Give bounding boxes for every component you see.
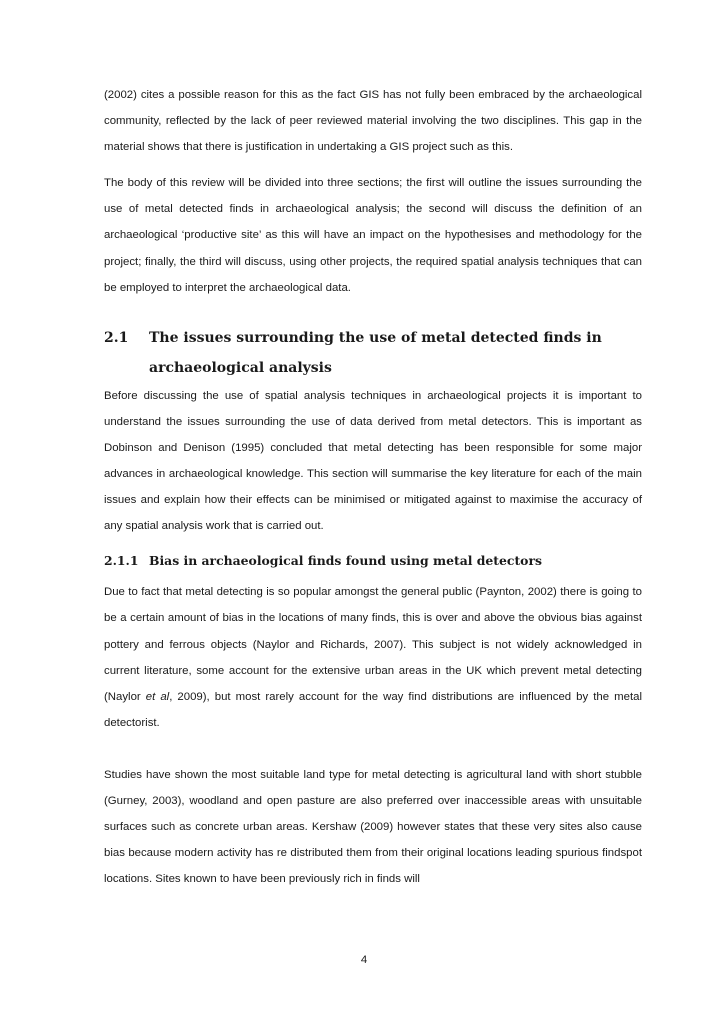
subsection-number: 2.1.1: [104, 553, 139, 569]
page-number: 4: [360, 954, 368, 966]
document-page: [104, 82, 642, 892]
paragraph-land-type: Studies have shown the most suitable land type for metal detecting is agricultural land with short stubble (Gurney, 2003), woodland and open pasture are also preferred over inaccessible areas with unsuitable surfaces such as concrete urban areas. Kershaw (2009) however states that these very sites also cause bias because modern activity has re distributed them from their original locations leading spurious findspot locations. Sites known to have been previously rich in finds will: [104, 768, 642, 886]
paragraph-gis-gap: (2002) cites a possible reason for this as the fact GIS has not fully been embraced by the archaeological community, reflected by the lack of peer reviewed material involving the two disciplines. This gap in the material shows that there is justification in undertaking a GIS project such as this.: [104, 89, 642, 154]
subsection-heading-2-1-1: [104, 551, 642, 571]
section-title: The issues surrounding the use of metal detected finds in archaeological analysis: [149, 329, 602, 376]
paragraph-text: , 2009), but most rarely account for the way find distributions are influenced by the metal detectorist.: [104, 690, 643, 729]
paragraph-text: Due to fact that metal detecting is so popular amongst the general public (Paynton, 2002) there is going to be a certain amount of bias in the locations of many finds, this is over and above the obvious bias against pottery and ferrous objects (Naylor and Richards, 2007). This subject is not widely acknowledged in current literature, some account for the extensive urban areas in the UK which prevent metal detecting (Naylor: [104, 586, 642, 703]
paragraph-italic-text: et al: [145, 690, 170, 703]
section-number: 2.1: [104, 329, 129, 346]
subsection-title: Bias in archaeological finds found using metal detectors: [149, 553, 542, 569]
paragraph-bias-finds: [104, 579, 642, 736]
paragraph-metal-detector-issues: Before discussing the use of spatial analysis techniques in archaeological projects it is important to understand the issues surrounding the use of data derived from metal detectors. This is important as Dobinson and Denison (1995) concluded that metal detecting has been responsible for some major advances in archaeological knowledge. This section will summarise the key literature for each of the main issues and explain how their effects can be minimised or mitigated against to maximise the accuracy of any spatial analysis work that is carried out.: [104, 389, 642, 533]
section-heading-2-1: [104, 323, 642, 383]
paragraph-review-structure: The body of this review will be divided into three sections; the first will outline the issues surrounding the use of metal detected finds in archaeological analysis; the second will discuss the definition of an archaeological ‘productive site’ as this will have an impact on the hypothesises and methodology for the project; finally, the third will discuss, using other projects, the required spatial analysis techniques that can be employed to interpret the archaeological data.: [104, 177, 642, 294]
